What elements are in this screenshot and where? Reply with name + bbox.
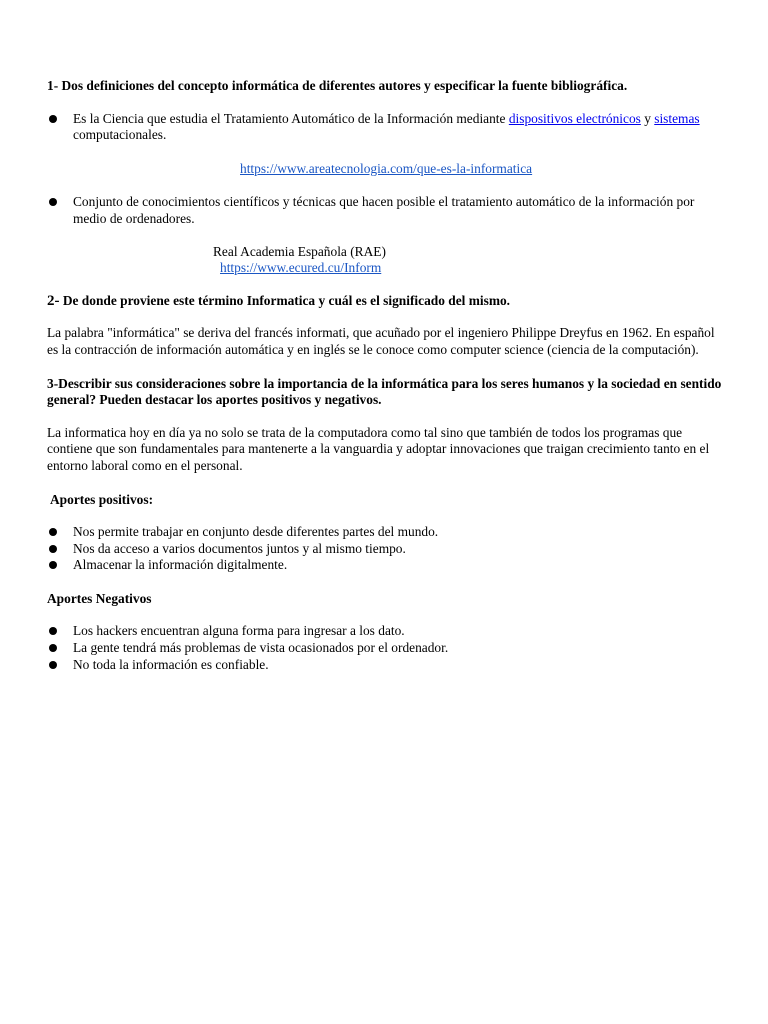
question-3-heading: 3-Describir sus consideraciones sobre la importancia de la informática para los seres humanos y la sociedad en sentido general? Pueden destacar los aportes positivos y negativos. [47, 375, 722, 408]
bullet-icon [47, 623, 73, 639]
definition-2-item [47, 194, 722, 227]
source-2-line [47, 260, 722, 277]
bullet-icon [47, 111, 73, 127]
question-2-title: De donde proviene este término Informatica y cuál es el significado del mismo. [59, 292, 511, 308]
bullet-icon [47, 640, 73, 656]
list-item [47, 657, 722, 674]
positive-item-text: Nos da acceso a varios documentos juntos y al mismo tiempo. [73, 540, 406, 556]
positive-aportes-list [47, 524, 722, 574]
question-2-heading [47, 293, 722, 310]
source-2-name: Real Academia Española (RAE) [213, 243, 386, 259]
bullet-icon [47, 194, 73, 210]
bullet-icon [47, 524, 73, 540]
definition-2-text: Conjunto de conocimientos científicos y técnicas que hacen posible el tratamiento automático de la información por medio de ordenadores. [73, 194, 695, 226]
dispositivos-electronicos-link[interactable]: dispositivos electrónicos [508, 110, 641, 126]
negative-item-text: Los hackers encuentran alguna forma para ingresar a los dato. [73, 623, 405, 639]
list-item [47, 524, 722, 541]
bullet-icon [47, 541, 73, 557]
list-item [47, 640, 722, 657]
definition-1-post: computacionales. [73, 127, 167, 143]
definition-1-pre: Es la Ciencia que estudia el Tratamiento Automático de la Información mediante [73, 110, 509, 126]
question-2-number: 2- [47, 292, 60, 309]
negative-item-text: No toda la información es confiable. [73, 656, 269, 672]
list-item [47, 623, 722, 640]
list-item [47, 557, 722, 574]
bullet-icon [47, 657, 73, 673]
list-item [47, 541, 722, 558]
definition-1-item [47, 111, 722, 144]
positive-aportes-title: Aportes positivos: [50, 491, 154, 507]
source-2-link[interactable]: https://www.ecured.cu/Inform [220, 260, 382, 276]
negative-item-text: La gente tendrá más problemas de vista ocasionados por el ordenador. [73, 640, 449, 656]
negative-aportes-title: Aportes Negativos [47, 590, 152, 606]
negative-aportes-list [47, 623, 722, 673]
source-1-line [47, 161, 722, 178]
question-3-answer: La informatica hoy en día ya no solo se trata de la computadora como tal sino que también de todos los programas que contiene que son fundamentales para mantenerte a la vanguardia y adoptar innovaciones que traigan crecimiento tanto en el entorno laboral como en el personal. [47, 424, 710, 473]
definition-1-mid: y [640, 110, 655, 126]
bullet-icon [47, 557, 73, 573]
document-page [47, 78, 722, 673]
positive-item-text: Almacenar la información digitalmente. [73, 557, 288, 573]
question-2-answer: La palabra "informática" se deriva del francés informati, que acuñado por el ingeniero Philippe Dreyfus en 1962. En español es la contracción de información automática y en inglés se le conoce como computer science (ciencia de la computación). [47, 325, 715, 357]
definition-1-text [73, 111, 722, 144]
positive-item-text: Nos permite trabajar en conjunto desde diferentes partes del mundo. [73, 524, 439, 540]
sistemas-link[interactable]: sistemas [654, 110, 700, 126]
question-1-heading: 1- Dos definiciones del concepto informática de diferentes autores y especificar la fuente bibliográfica. [47, 78, 628, 93]
source-1-link[interactable]: https://www.areatecnologia.com/que-es-la-informatica [240, 160, 533, 176]
